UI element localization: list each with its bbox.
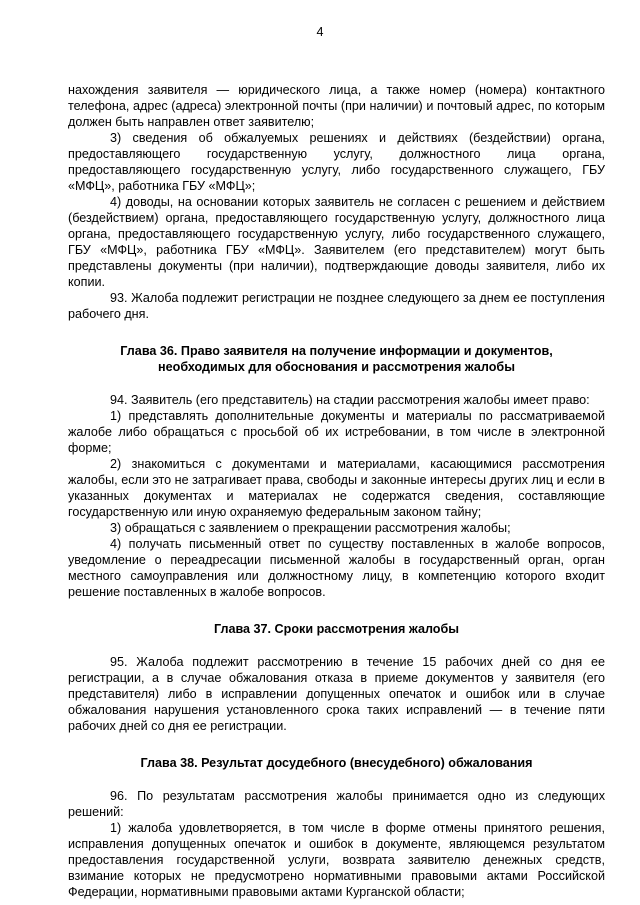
chapter-38-heading-line-1: Глава 38. Результат досудебного (внесудебного) обжалования (140, 756, 533, 770)
paragraph-94-item-2: 2) знакомиться с документами и материалами, касающимися рассмотрения жалобы, если это не затрагивает права, свободы и законные интересы других лиц и если в указанных документах и материалах не содержатся сведения, составляющие государственную или иную охраняемую федеральным законом тайну; (68, 457, 605, 519)
chapter-36-heading-line-2: необходимых для обоснования и рассмотрения жалобы (158, 360, 515, 374)
document-body (68, 82, 605, 900)
chapter-36-heading-line-1: Глава 36. Право заявителя на получение информации и документов, (120, 344, 553, 358)
chapter-36-heading (68, 343, 605, 375)
chapter-37-heading-line-1: Глава 37. Сроки рассмотрения жалобы (213, 622, 460, 636)
paragraph-94: 94. Заявитель (его представитель) на стадии рассмотрения жалобы имеет право: (110, 393, 590, 407)
paragraph-94-item-3: 3) обращаться с заявлением о прекращении рассмотрения жалобы; (110, 521, 511, 535)
paragraph-96: 96. По результатам рассмотрения жалобы принимается одно из следующих решений: (68, 789, 605, 819)
paragraph-item-3: 3) сведения об обжалуемых решениях и действиях (бездействии) органа, предоставляющего государственную услугу, должностного лица органа, предоставляющего государственную услугу, либо государственного служащего, ГБУ «МФЦ», работника ГБУ «МФЦ»; (68, 131, 605, 193)
paragraph-94-item-1: 1) представлять дополнительные документы и материалы по рассматриваемой жалобе либо обращаться с просьбой об их истребовании, в том числе в электронной форме; (68, 409, 605, 455)
page-number: 4 (316, 25, 324, 39)
chapter-38-heading (68, 755, 605, 771)
paragraph-96-item-1: 1) жалоба удовлетворяется, в том числе в форме отмены принятого решения, исправления допущенных опечаток и ошибок в документе, являющемся результатом предоставления государственной услуги, возврата заявителю денежных средств, взимание которых не предусмотрено нормативными правовыми актами Российской Федерации, нормативными правовыми актами Курганской области; (68, 821, 605, 899)
paragraph-applicant-address: нахождения заявителя — юридического лица, а также номер (номера) контактного телефона, адрес (адреса) электронной почты (при наличии) и почтовый адрес, по которым должен быть направлен ответ заявителю; (68, 83, 605, 129)
paragraph-94-item-4: 4) получать письменный ответ по существу поставленных в жалобе вопросов, уведомление о переадресации письменной жалобы в государственный орган, орган местного самоуправления или должностному лицу, в компетенцию которого входит решение поставленных в жалобе вопросов. (68, 537, 605, 599)
paragraph-95: 95. Жалоба подлежит рассмотрению в течение 15 рабочих дней со дня ее регистрации, а в случае обжалования отказа в приеме документов у заявителя (его представителя) либо в исправлении допущенных опечаток и ошибок или в случае обжалования нарушения установленного срока таких исправлений — в течение пяти рабочих дней со дня ее регистрации. (68, 655, 605, 733)
paragraph-item-4: 4) доводы, на основании которых заявитель не согласен с решением и действием (бездействием) органа, предоставляющего государственную услугу, должностного лица органа, предоставляющего государственную услугу, либо государственного служащего, ГБУ «МФЦ», работника ГБУ «МФЦ». Заявителем (его представителем) могут быть представлены документы (при наличии), подтверждающие доводы заявителя, либо их копии. (68, 195, 605, 289)
paragraph-93: 93. Жалоба подлежит регистрации не позднее следующего за днем ее поступления рабочего дня. (68, 291, 605, 321)
chapter-37-heading (68, 621, 605, 637)
